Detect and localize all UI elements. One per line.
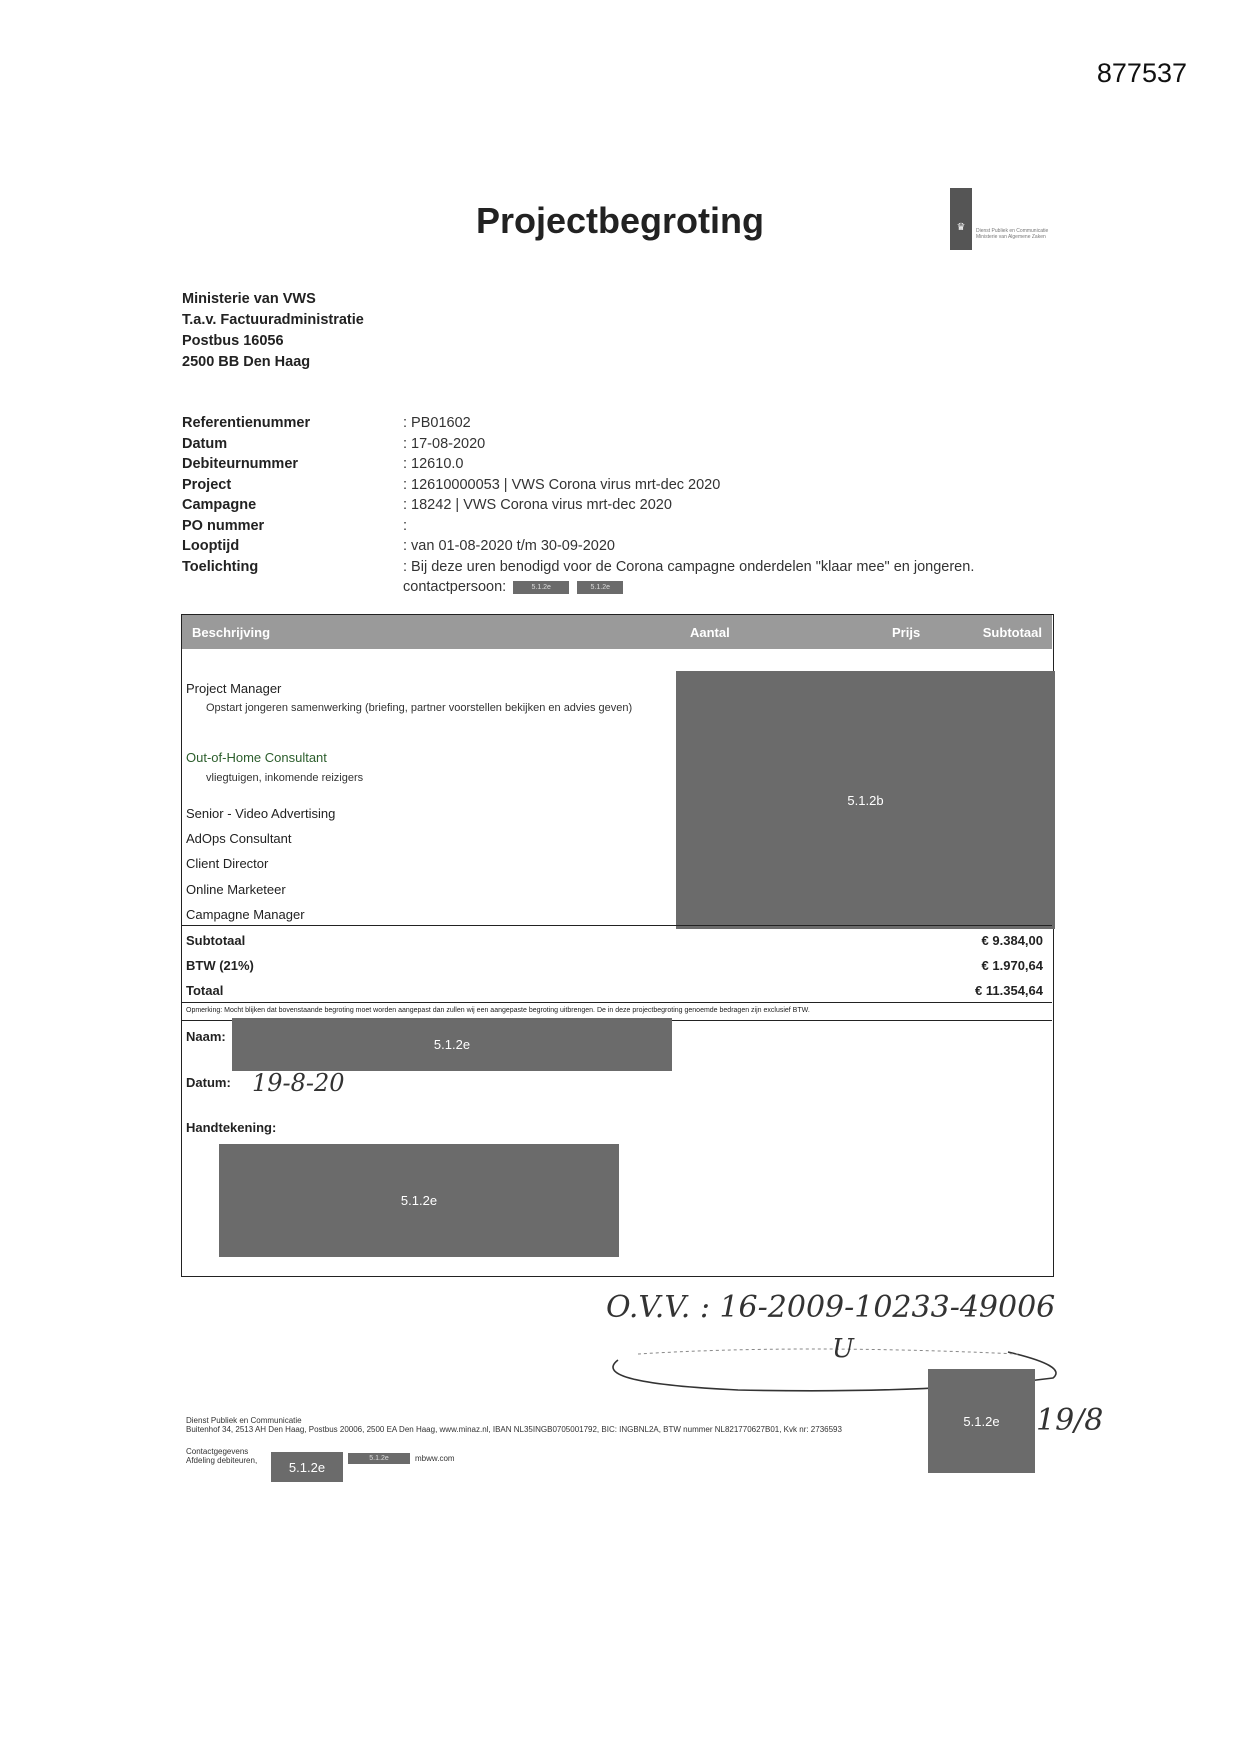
- item-name: Client Director: [186, 856, 269, 871]
- rijksoverheid-logo: [950, 188, 1065, 250]
- handwritten-date: 19-8-20: [252, 1069, 345, 1097]
- table-header: [182, 615, 1052, 649]
- meta-label: Debiteurnummer: [182, 456, 299, 472]
- redaction-prices: 5.1.2b: [676, 671, 1055, 929]
- address-line: T.a.v. Factuuradministratie: [182, 312, 364, 328]
- meta-labels: [182, 413, 310, 577]
- meta-value: : 17-08-2020: [403, 435, 486, 452]
- item-detail: vliegtuigen, inkomende reizigers: [206, 772, 364, 784]
- document-number: 877537: [1096, 58, 1187, 88]
- meta-label: PO nummer: [182, 517, 265, 534]
- redaction-footer-kvk: 5.1.2e: [928, 1369, 1035, 1473]
- divider: [182, 925, 1052, 926]
- meta-value: : PB01602: [403, 415, 471, 431]
- redaction-name: 5.1.2e: [232, 1018, 672, 1071]
- redaction-contact-2: 5.1.2e: [577, 581, 623, 594]
- item-name: Senior - Video Advertising: [186, 806, 336, 821]
- handwritten-initials: U: [832, 1334, 854, 1364]
- divider: [182, 1002, 1052, 1003]
- meta-label: Referentienummer: [182, 415, 311, 431]
- handwritten-ovv: O.V.V. : 16-2009-10233-49006: [606, 1290, 1056, 1325]
- item-detail: Opstart jongeren samenwerking (briefing, partner voorstellen bekijken en advies geven): [206, 702, 633, 714]
- header-price: Prijs: [892, 625, 921, 640]
- crest-icon: ♛: [956, 222, 966, 233]
- redaction-footer-email: 5.1.2e: [348, 1453, 410, 1464]
- vat-value: € 1.970,64: [981, 958, 1043, 973]
- contact-line: [403, 577, 974, 598]
- address-line: Ministerie van VWS: [182, 291, 316, 307]
- meta-value: : 12610.0: [403, 456, 464, 472]
- signature-label: Handtekening:: [186, 1120, 277, 1135]
- header-subtotal: Subtotaal: [982, 625, 1042, 640]
- item-name: Project Manager: [186, 681, 282, 696]
- footer-address: [186, 1416, 842, 1434]
- redaction-signature: 5.1.2e: [219, 1144, 619, 1257]
- meta-label: Toelichting: [182, 558, 259, 575]
- meta-value: : 18242 | VWS Corona virus mrt-dec 2020: [403, 497, 672, 513]
- contact-label: contactpersoon:: [403, 579, 507, 595]
- item-name: AdOps Consultant: [186, 831, 292, 846]
- name-label: Naam:: [186, 1029, 226, 1044]
- meta-value: : 12610000053 | VWS Corona virus mrt-dec 2020: [403, 476, 721, 493]
- redaction-footer-contact: 5.1.2e: [271, 1452, 343, 1482]
- logo-text: Dienst Publiek en Communicatie Ministerie van Algemene Zaken: [976, 228, 1049, 240]
- item-name: Online Marketeer: [186, 882, 286, 897]
- date-label: Datum:: [186, 1075, 231, 1090]
- footer-contact: [186, 1447, 257, 1465]
- redaction-contact-1: 5.1.2e: [513, 581, 569, 594]
- total-label: Totaal: [186, 983, 224, 998]
- meta-values: [403, 413, 974, 598]
- item-name: Out-of-Home Consultant: [186, 750, 327, 765]
- meta-value: : van 01-08-2020 t/m 30-09-2020: [403, 538, 615, 554]
- meta-value: : Bij deze uren benodigd voor de Corona campagne onderdelen "klaar mee" en jongeren.: [403, 558, 975, 575]
- footer-contact-title: Contactgegevens: [186, 1447, 249, 1456]
- meta-label: Project: [182, 476, 232, 493]
- footer-contact-dept: Afdeling debiteuren,: [186, 1456, 258, 1465]
- logo-bar: [950, 188, 972, 250]
- vat-label: BTW (21%): [186, 958, 254, 973]
- footer-org: Dienst Publiek en Communicatie: [186, 1416, 302, 1425]
- header-description: Beschrijving: [192, 625, 271, 640]
- subtotal-value: € 9.384,00: [981, 933, 1043, 948]
- item-name: Campagne Manager: [186, 907, 305, 922]
- header-quantity: Aantal: [690, 625, 730, 640]
- page-title: Projectbegroting: [475, 200, 765, 241]
- meta-value: :: [403, 517, 408, 534]
- meta-label: Campagne: [182, 497, 257, 513]
- subtotal-label: Subtotaal: [186, 933, 246, 948]
- budget-table: [181, 614, 1054, 1277]
- total-value: € 11.354,64: [975, 983, 1043, 998]
- recipient-address: [182, 289, 364, 373]
- meta-label: Looptijd: [182, 538, 240, 554]
- footer-line: Buitenhof 34, 2513 AH Den Haag, Postbus 20006, 2500 EA Den Haag, www.minaz.nl, IBAN NL35INGB0705001792, BIC: INGBNL2A, BTW nummer NL821770627B01, Kvk nr: 2736593: [186, 1425, 842, 1434]
- address-line: 2500 BB Den Haag: [182, 354, 311, 370]
- remark-text: Opmerking: Mocht blijken dat bovenstaande begroting moet worden aangepast dan zullen wij een aangepaste begroting uitbrengen. De in deze projectbegroting genoemde bedragen zijn exclusief BTW.: [186, 1007, 810, 1014]
- handwritten-date-footer: 19/8: [1036, 1403, 1104, 1438]
- footer-email-suffix: mbww.com: [415, 1454, 455, 1463]
- address-line: Postbus 16056: [182, 333, 284, 349]
- meta-label: Datum: [182, 435, 228, 452]
